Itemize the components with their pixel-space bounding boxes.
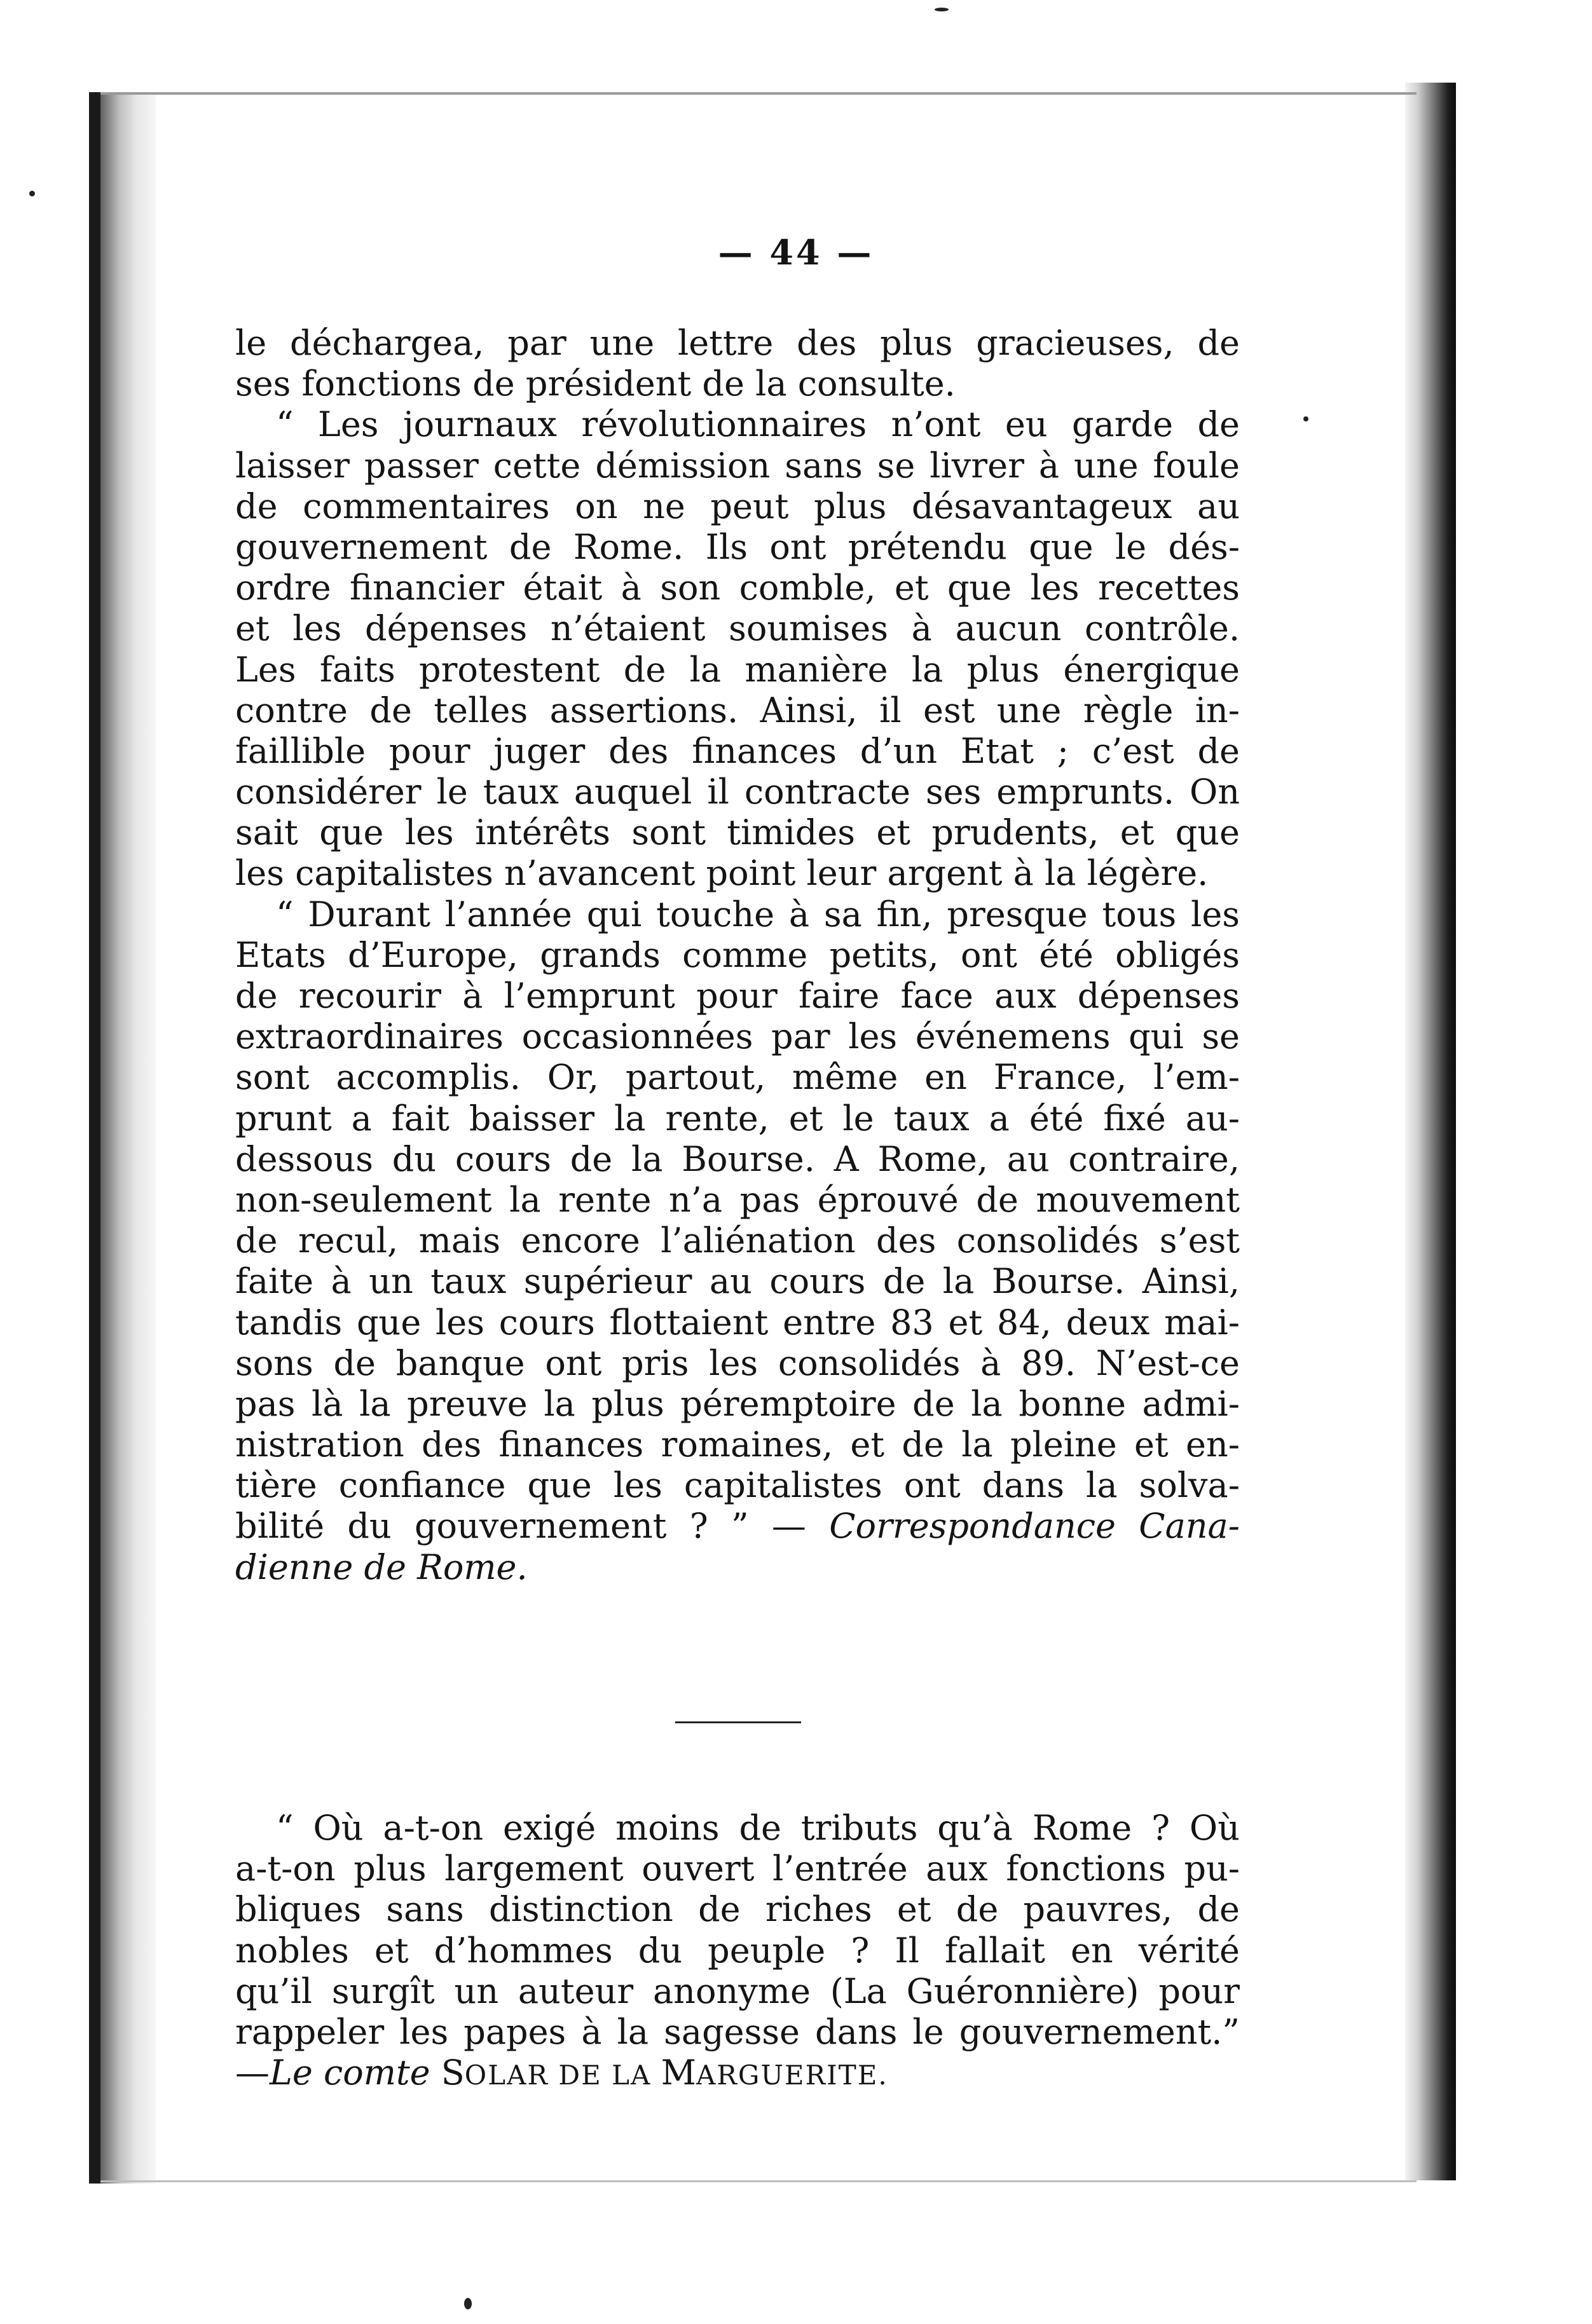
text-line: tière confiance que les capitalistes ont dans la solva- [235, 1465, 1240, 1506]
text-line: nistration des finances romaines, et de la pleine et en- [235, 1425, 1240, 1465]
text-line: considérer le taux auquel il contracte ses emprunts. On [235, 772, 1240, 812]
text-line: et les dépenses n’étaient soumises à aucun contrôle. [235, 608, 1240, 649]
quote-paragraph [235, 1808, 1240, 2093]
text-line: ordre financier était à son comble, et que les recettes [235, 568, 1240, 608]
page-top-edge [100, 92, 1417, 95]
page-left-binding-edge [89, 92, 100, 2184]
text-line: dessous du cours de la Bourse. A Rome, au contraire, [235, 1138, 1240, 1179]
text-line: bliques sans distinction de riches et de pauvres, de [235, 1889, 1240, 1930]
text-line: Etats d’Europe, grands comme petits, ont été obligés [235, 934, 1240, 975]
text-line: rappeler les papes à la sagesse dans le gouvernement.” [235, 2011, 1240, 2052]
attribution-line [235, 2053, 1240, 2093]
text-line: Les faits protestent de la manière la plus énergique [235, 649, 1240, 690]
text-line: de recourir à l’emprunt pour faire face aux dépenses [235, 976, 1240, 1016]
text-line: sait que les intérêts sont timides et prudents, et que [235, 812, 1240, 853]
text-line: les capitalistes n’avancent point leur argent à la légère. [235, 853, 1209, 894]
scan-speck [464, 2298, 472, 2309]
text-line: faite à un taux supérieur au cours de la Bourse. Ainsi, [235, 1261, 1240, 1302]
section-separator [675, 1721, 801, 1723]
text-line: le déchargea, par une lettre des plus gracieuses, de [235, 323, 1240, 363]
attribution-name: OLAR DE LA [464, 2060, 661, 2091]
text-line: contre de telles assertions. Ainsi, il est une règle in- [235, 690, 1240, 730]
attribution-dash: — [235, 2053, 270, 2093]
scan-speck [1303, 416, 1308, 421]
scan-speck [935, 8, 949, 11]
text-line: tandis que les cours flottaient entre 83 et 84, deux mai- [235, 1302, 1240, 1343]
text-line: “ Où a-t-on exigé moins de tributs qu’à Rome ? Où [276, 1808, 1240, 1848]
body-text [235, 323, 1240, 1588]
text-line [235, 1506, 1240, 1547]
page-right-edge-shadow [1405, 83, 1456, 2180]
attribution-initial: M [661, 2053, 696, 2093]
text-line: qu’il surgît un auteur anonyme (La Guéronnière) pour [235, 1971, 1240, 2011]
text-line: de recul, mais encore l’aliénation des consolidés s’est [235, 1220, 1240, 1261]
text-line: sont accomplis. Or, partout, même en France, l’em- [235, 1057, 1240, 1098]
source-citation: Correspondance Cana- [829, 1506, 1240, 1547]
text-line: pas là la preuve la plus péremptoire de la bonne admi- [235, 1383, 1240, 1424]
attribution-name: ARGUERITE. [696, 2060, 888, 2091]
scan-speck [29, 191, 35, 196]
text-line: laisser passer cette démission sans se livrer à une foule [235, 445, 1240, 486]
page-number: — 44 — [718, 232, 874, 273]
text-segment: bilité du gouvernement ? ” — [235, 1506, 806, 1547]
text-line: nobles et d’hommes du peuple ? Il fallait en vérité [235, 1930, 1240, 1971]
page-bottom-edge [100, 2180, 1417, 2182]
text-line: ses fonctions de président de la consulte. [235, 364, 956, 404]
text-line: non-seulement la rente n’a pas éprouvé de mouvement [235, 1179, 1240, 1220]
source-citation: dienne de Rome. [235, 1547, 528, 1587]
text-line: gouvernement de Rome. Ils ont prétendu que le dés- [235, 526, 1240, 567]
text-line: de commentaires on ne peut plus désavantageux au [235, 486, 1240, 526]
attribution-initial: S [441, 2053, 465, 2093]
text-line: “ Durant l’année qui touche à sa fin, presque tous les [276, 894, 1240, 934]
text-line: sons de banque ont pris les consolidés à 89. N’est-ce [235, 1343, 1240, 1383]
text-line: extraordinaires occasionnées par les événemens qui se [235, 1016, 1240, 1057]
text-line: “ Les journaux révolutionnaires n’ont eu garde de [276, 404, 1240, 445]
text-line: faillible pour juger des finances d’un Etat ; c’est de [235, 730, 1240, 771]
text-line: a-t-on plus largement ouvert l’entrée aux fonctions pu- [235, 1849, 1240, 1889]
attribution-title: Le comte [270, 2053, 430, 2093]
text-line: prunt a fait baisser la rente, et le taux a été fixé au- [235, 1098, 1240, 1138]
